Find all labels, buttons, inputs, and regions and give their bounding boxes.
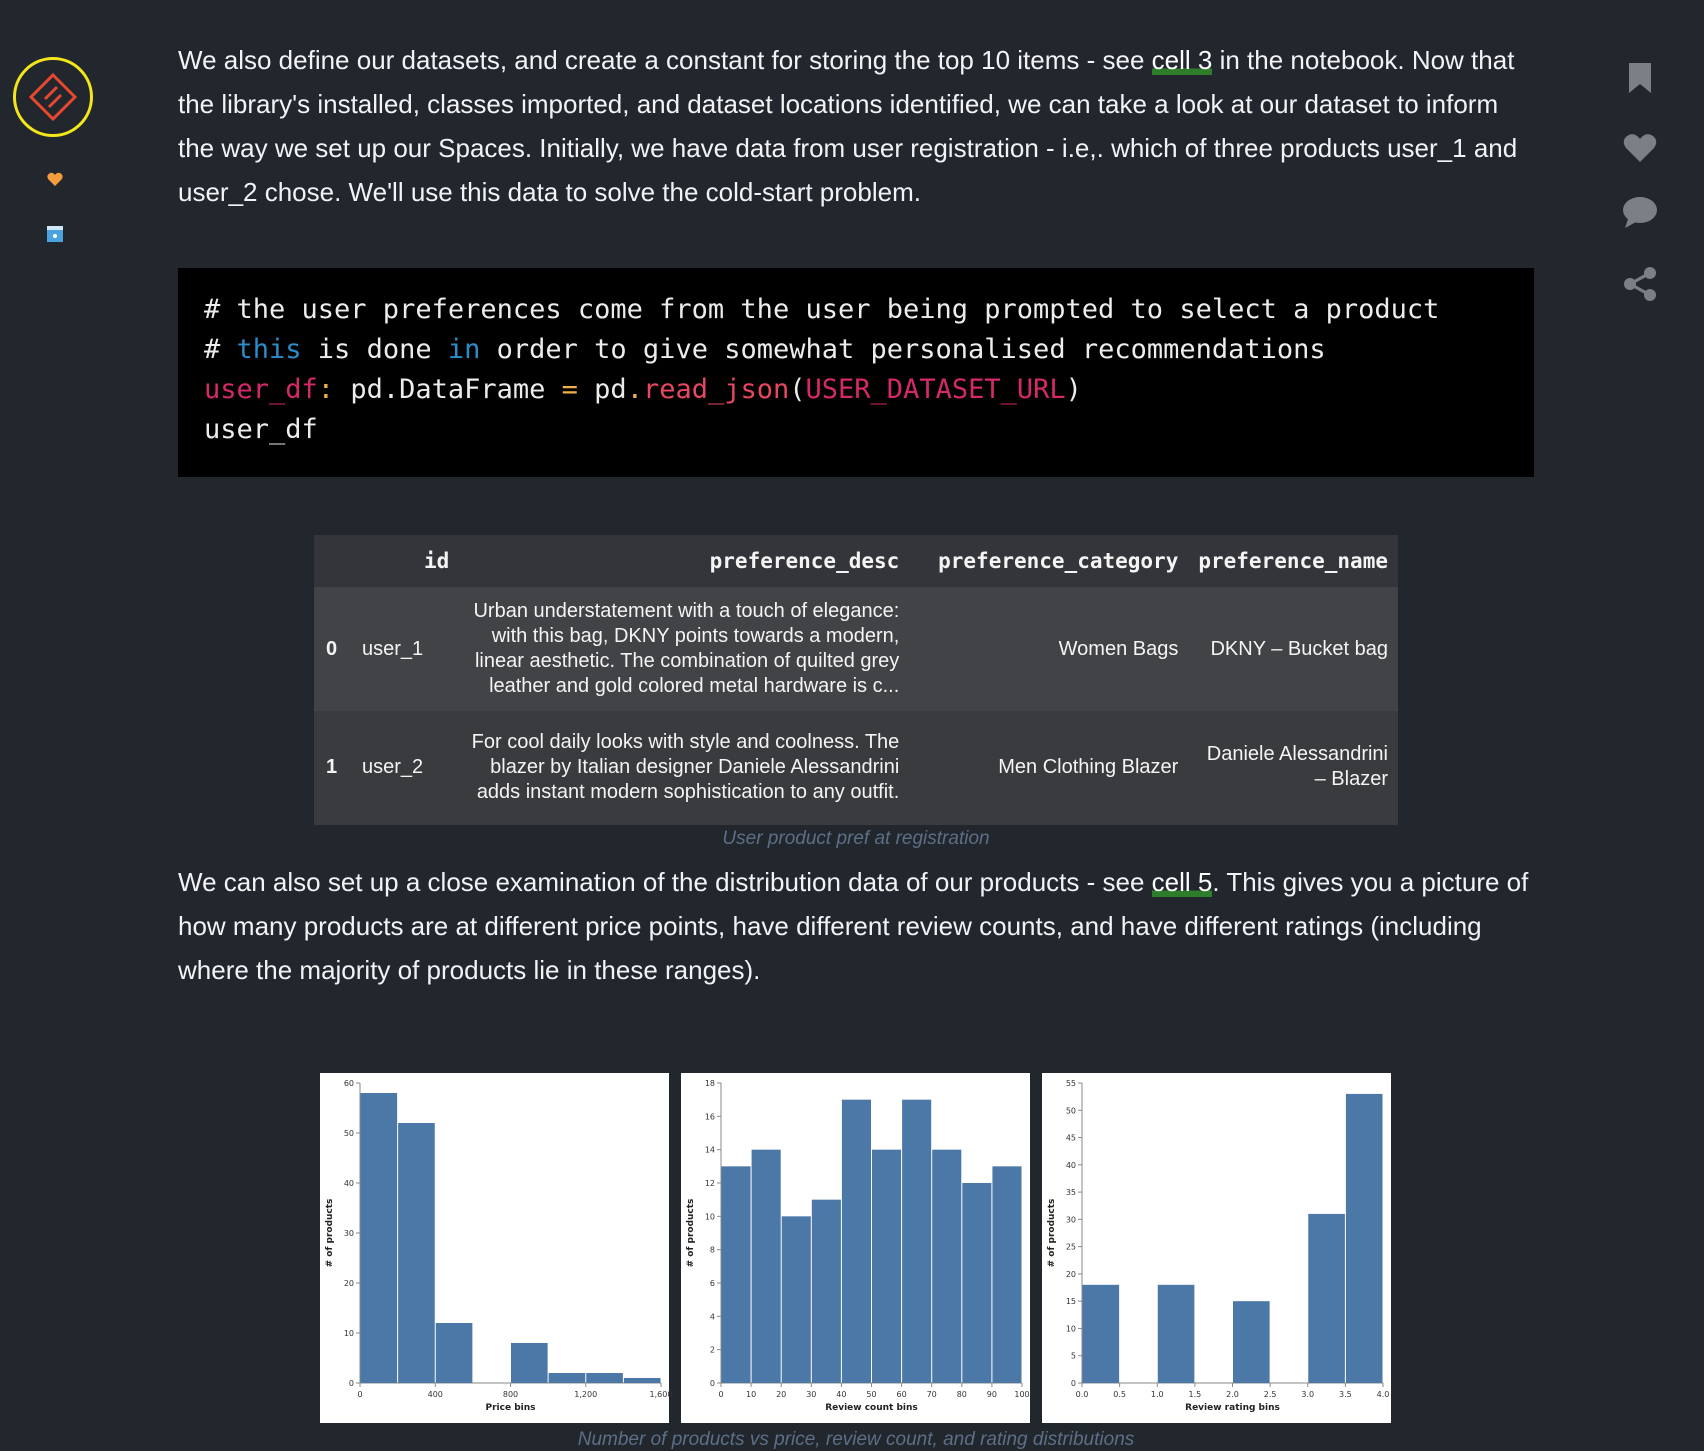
histogram-bar: [992, 1166, 1021, 1383]
x-tick-label: 10: [746, 1390, 757, 1399]
x-tick-label: 90: [986, 1390, 997, 1399]
y-tick-label: 12: [704, 1179, 715, 1188]
x-tick-label: 100: [1014, 1390, 1030, 1399]
x-tick-label: 20: [776, 1390, 787, 1399]
y-tick-label: 5: [1070, 1351, 1076, 1361]
x-tick-label: 3.0: [1301, 1390, 1315, 1399]
histogram-bar: [1158, 1285, 1195, 1383]
x-tick-label: 60: [896, 1390, 907, 1399]
x-tick-label: 0: [357, 1390, 363, 1399]
histogram-bar: [398, 1123, 435, 1383]
y-tick-label: 8: [709, 1245, 715, 1255]
histogram-bar: [549, 1373, 586, 1383]
histogram-bar: [1233, 1301, 1270, 1383]
x-tick-label: 4.0: [1376, 1390, 1390, 1399]
review-count-chart-svg: [681, 1073, 1030, 1423]
histogram-bar: [842, 1100, 871, 1383]
y-tick-label: 6: [709, 1279, 715, 1288]
y-axis-title: # of products: [1047, 1198, 1057, 1268]
row-desc: Urban understatement with a touch of elegance: with this bag, DKNY points towards a modern, linear aesthetic. The combination of quilted grey leather and gold colored metal hardware is c...: [459, 587, 909, 711]
x-tick-label: 1,600: [649, 1390, 673, 1399]
row-name: DKNY – Bucket bag: [1188, 587, 1398, 711]
superlinked-logo-icon: [25, 69, 81, 125]
price-chart-svg: [320, 1073, 673, 1423]
y-tick-label: 0: [709, 1379, 715, 1388]
histogram-bar: [932, 1150, 961, 1383]
x-axis-title: Review rating bins: [1185, 1403, 1280, 1413]
histogram-bar: [962, 1183, 991, 1383]
histogram-bar: [722, 1166, 751, 1383]
x-tick-label: 0.0: [1075, 1390, 1089, 1399]
y-axis-title: # of products: [325, 1198, 335, 1268]
bookmark-icon[interactable]: [1620, 58, 1660, 98]
y-tick-label: 10: [1065, 1324, 1076, 1334]
row-id: user_1: [352, 587, 459, 711]
histogram-bar: [1346, 1094, 1383, 1383]
rating-histogram: [1042, 1073, 1391, 1423]
col-header-id: id: [352, 535, 459, 587]
x-tick-label: 3.5: [1339, 1390, 1352, 1399]
table-header-row: [314, 535, 1398, 587]
x-tick-label: 70: [926, 1390, 937, 1399]
link-cell-3[interactable]: cell 3: [1151, 45, 1213, 75]
y-tick-label: 0: [1070, 1379, 1076, 1388]
histogram-bar: [782, 1216, 811, 1383]
code-block[interactable]: [178, 268, 1534, 477]
code-line-2: # this is done in order to give somewhat personalised recommendations: [204, 334, 1326, 365]
x-tick-label: 800: [502, 1390, 519, 1399]
row-category: Women Bags: [909, 587, 1188, 711]
y-tick-label: 30: [343, 1229, 354, 1238]
x-tick-label: 0.5: [1113, 1390, 1126, 1399]
histogram-bar: [436, 1323, 473, 1383]
col-header-index: [314, 535, 352, 587]
x-tick-label: 80: [956, 1390, 967, 1399]
x-tick-label: 40: [836, 1390, 847, 1399]
col-header-category: preference_category: [909, 535, 1188, 587]
paragraph-distribution: [178, 860, 1534, 992]
y-tick-label: 60: [343, 1079, 354, 1088]
y-tick-label: 0: [348, 1379, 354, 1388]
comment-icon[interactable]: [1620, 192, 1660, 232]
user-pref-table: [314, 535, 1398, 825]
rating-chart-svg: [1042, 1073, 1391, 1423]
row-name: Daniele Alessandrini – Blazer: [1188, 711, 1398, 823]
code-line-1: # the user preferences come from the user being prompted to select a product: [204, 294, 1440, 325]
code-line-3: user_df: pd.DataFrame = pd.read_json(USER_DATASET_URL): [204, 374, 1082, 405]
histogram-bar: [752, 1150, 781, 1383]
x-tick-label: 50: [866, 1390, 877, 1399]
price-histogram: [320, 1073, 673, 1423]
review-count-histogram: [681, 1073, 1030, 1423]
histogram-bar: [511, 1343, 548, 1383]
x-tick-label: 0: [718, 1390, 724, 1399]
y-tick-label: 25: [1065, 1242, 1076, 1252]
y-tick-label: 16: [704, 1112, 715, 1122]
code-line-4: user_df: [204, 414, 318, 445]
y-tick-label: 20: [1065, 1269, 1076, 1279]
para1-text-b: in the notebook. Now that the library's installed, classes imported, and dataset locations identified, we can take a look at our dataset to inform the way we set up our Spaces. Initially, we have data from user registration - i.e,. which of three products user_1 and user_2 chose. We'll use this data to solve the cold-start problem.: [178, 45, 1518, 207]
y-tick-label: 35: [1065, 1188, 1076, 1198]
histogram-bar: [624, 1378, 661, 1383]
y-tick-label: 40: [343, 1179, 354, 1188]
histogram-bar: [361, 1093, 398, 1383]
y-axis-title: # of products: [686, 1198, 696, 1268]
y-tick-label: 15: [1065, 1297, 1076, 1307]
emoji-heart-icon[interactable]: [44, 168, 66, 190]
histogram-bar: [812, 1200, 841, 1383]
x-tick-label: 2.5: [1263, 1390, 1277, 1399]
paragraph-datasets: [178, 38, 1534, 214]
link-cell-5[interactable]: cell 5: [1151, 867, 1213, 897]
y-tick-label: 10: [704, 1212, 715, 1222]
y-tick-label: 50: [1065, 1106, 1076, 1116]
x-tick-label: 30: [806, 1390, 817, 1399]
table-row: [314, 711, 1398, 823]
x-axis-title: Review count bins: [825, 1403, 918, 1413]
row-id: user_2: [352, 711, 459, 823]
row-desc: For cool daily looks with style and coolness. The blazer by Italian designer Daniele Alessandrini adds instant modern sophistication to any outfit.: [459, 711, 909, 823]
charts-caption: Number of products vs price, review count, and rating distributions: [577, 1429, 1135, 1450]
histogram-bar: [902, 1100, 931, 1383]
y-tick-label: 30: [1065, 1215, 1076, 1225]
histogram-bar: [586, 1373, 623, 1383]
y-tick-label: 20: [343, 1279, 354, 1288]
x-tick-label: 400: [427, 1390, 443, 1399]
heart-icon[interactable]: [1620, 128, 1660, 168]
x-tick-label: 1,200: [574, 1390, 598, 1399]
para1-text-a: We also define our datasets, and create a constant for storing the top 10 items - see: [178, 45, 1152, 75]
col-header-name: preference_name: [1188, 535, 1398, 587]
author-logo[interactable]: [13, 57, 93, 137]
y-tick-label: 55: [1065, 1079, 1076, 1088]
row-index: 1: [314, 711, 352, 823]
y-tick-label: 2: [709, 1345, 715, 1355]
histogram-bar: [1083, 1285, 1120, 1383]
x-axis-title: Price bins: [485, 1403, 536, 1413]
para2-text-a: We can also set up a close examination of the distribution data of our products - see: [178, 867, 1152, 897]
y-tick-label: 45: [1065, 1133, 1076, 1143]
table-caption: User product pref at registration: [722, 828, 990, 849]
y-tick-label: 4: [709, 1312, 715, 1322]
y-tick-label: 10: [343, 1329, 354, 1338]
row-index: 0: [314, 587, 352, 711]
histogram-bar: [872, 1150, 901, 1383]
histogram-bar: [1308, 1214, 1345, 1383]
share-icon[interactable]: [1620, 264, 1660, 304]
y-tick-label: 18: [704, 1079, 715, 1088]
x-tick-label: 2.0: [1226, 1390, 1239, 1399]
table-row: [314, 587, 1398, 711]
y-tick-label: 40: [1065, 1160, 1076, 1170]
row-category: Men Clothing Blazer: [909, 711, 1188, 823]
y-tick-label: 50: [343, 1129, 354, 1138]
x-tick-label: 1.5: [1188, 1390, 1202, 1399]
col-header-desc: preference_desc: [459, 535, 909, 587]
article-body: [178, 38, 1534, 1450]
para2-text-b: . This gives you a picture of how many products are at different price points, have different review counts, and have different ratings (including where the majority of products lie in these ranges).: [178, 867, 1529, 985]
y-tick-label: 14: [704, 1145, 715, 1155]
x-tick-label: 1.0: [1150, 1390, 1164, 1399]
left-rail: [0, 0, 112, 1450]
calendar-icon[interactable]: [44, 222, 66, 244]
